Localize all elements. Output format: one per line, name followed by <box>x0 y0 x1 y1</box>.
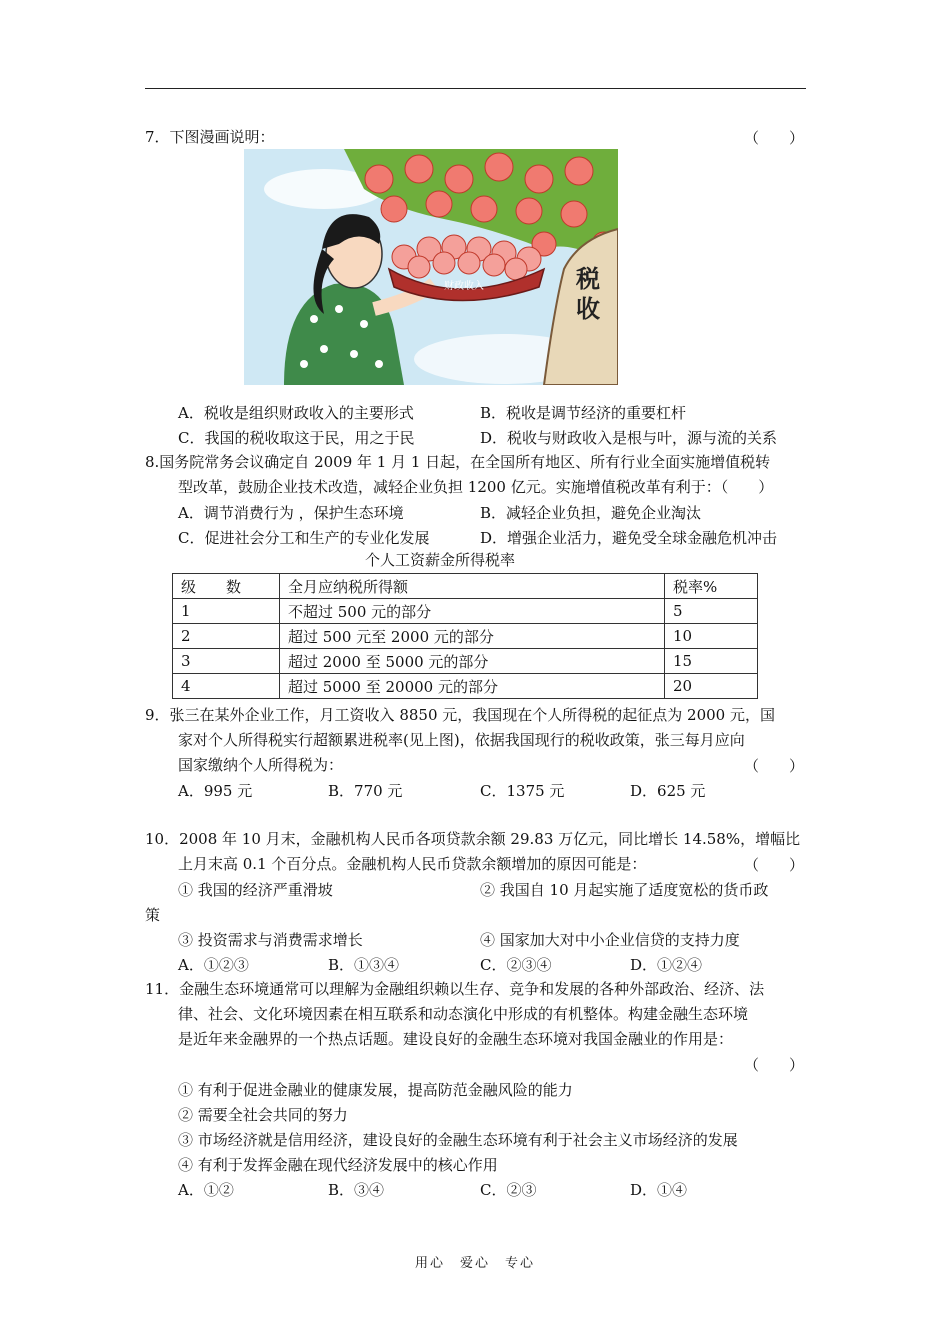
q9-option-c: C．1375 元 <box>480 782 565 800</box>
table-header-row <box>173 574 758 599</box>
q10-item-1: ① 我国的经济严重滑坡 <box>178 881 333 899</box>
table-row <box>173 624 758 649</box>
q9-line-3: 国家缴纳个人所得税为： <box>178 756 344 774</box>
q11-line-3: 是近年来金融界的一个热点话题。建设良好的金融生态环境对我国金融业的作用是： <box>178 1030 734 1048</box>
cartoon-illustration <box>244 149 618 385</box>
q7-option-d: D．税收与财政收入是根与叶，源与流的关系 <box>480 429 778 447</box>
q11-answer-blank: （ ） <box>743 1056 804 1074</box>
q9-line-2: 家对个人所得税实行超额累进税率(见上图)，依据我国现行的税收政策，张三每月应向 <box>178 731 745 749</box>
cell-level: 1 <box>173 599 280 624</box>
q9-line-1: 9．张三在某外企业工作，月工资收入 8850 元，我国现在个人所得税的起征点为 2000 元，国 <box>145 706 775 724</box>
cell-rate: 15 <box>665 649 758 674</box>
basket-label: 财政收入 <box>444 281 484 292</box>
q11-option-c: C．②③ <box>480 1181 537 1199</box>
q7-option-a: A．税收是组织财政收入的主要形式 <box>178 404 414 422</box>
cell-range: 不超过 500 元的部分 <box>280 599 665 624</box>
q10-line-2: 上月末高 0.1 个百分点。金融机构人民币贷款余额增加的原因可能是： <box>178 855 647 873</box>
cell-range: 超过 2000 至 5000 元的部分 <box>280 649 665 674</box>
header-rule <box>145 88 806 89</box>
cell-range: 超过 500 元至 2000 元的部分 <box>280 624 665 649</box>
table-row <box>173 649 758 674</box>
trunk-label-2: 收 <box>576 295 600 323</box>
q7-answer-blank: （ ） <box>743 129 804 147</box>
page-footer: 用心 爱心 专心 <box>414 1256 535 1271</box>
q8-option-b: B．减轻企业负担，避免企业淘汰 <box>480 504 702 522</box>
q7-option-c: C．我国的税收取这于民，用之于民 <box>178 429 415 447</box>
tax-rate-table <box>172 573 758 699</box>
cell-level: 2 <box>173 624 280 649</box>
q8-option-a: A．调节消费行为 ，保护生态环境 <box>178 504 404 522</box>
table-row <box>173 674 758 699</box>
cell-range: 超过 5000 至 20000 元的部分 <box>280 674 665 699</box>
header-tax-rate: 税率% <box>665 574 758 599</box>
q11-item-2: ② 需要全社会共同的努力 <box>178 1106 348 1124</box>
cell-level: 3 <box>173 649 280 674</box>
q10-option-c: C．②③④ <box>480 956 552 974</box>
q10-answer-blank: （ ） <box>743 856 804 874</box>
q11-line-2: 律、社会、文化环境因素在相互联系和动态演化中形成的有机整体。构建金融生态环境 <box>178 1005 749 1023</box>
q7-option-b: B．税收是调节经济的重要杠杆 <box>480 404 687 422</box>
header-level: 级 数 <box>173 574 280 599</box>
q10-line-1: 10．2008 年 10 月末，金融机构人民币各项贷款余额 29.83 万亿元，同比增长 14.58%，增幅比 <box>145 830 801 848</box>
q11-option-a: A．①② <box>178 1181 234 1199</box>
q11-item-4: ④ 有利于发挥金融在现代经济发展中的核心作用 <box>178 1156 498 1174</box>
table-row <box>173 599 758 624</box>
q10-item-2: ② 我国自 10 月起实施了适度宽松的货币政 <box>480 881 769 899</box>
q10-item-3: ③ 投资需求与消费需求增长 <box>178 931 363 949</box>
q11-option-b: B．③④ <box>328 1181 385 1199</box>
q11-item-3: ③ 市场经济就是信用经济，建设良好的金融生态环境有利于社会主义市场经济的发展 <box>178 1131 738 1149</box>
q10-item-4: ④ 国家加大对中小企业信贷的支持力度 <box>480 931 740 949</box>
q7-stem: 7．下图漫画说明： <box>145 128 275 146</box>
q10-option-b: B．①③④ <box>328 956 400 974</box>
table-title: 个人工资薪金所得税率 <box>364 551 515 569</box>
trunk-label-1: 税 <box>576 265 600 293</box>
q8-option-c: C．促进社会分工和生产的专业化发展 <box>178 529 430 547</box>
q9-option-a: A．995 元 <box>178 782 253 800</box>
q8-line-2: 型改革，鼓励企业技术改造，减轻企业负担 1200 亿元。实施增值税改革有利于：（ ） <box>178 478 774 496</box>
q11-option-d: D．①④ <box>630 1181 688 1199</box>
q10-option-a: A．①②③ <box>178 956 249 974</box>
cell-level: 4 <box>173 674 280 699</box>
cell-rate: 10 <box>665 624 758 649</box>
q11-item-1: ① 有利于促进金融业的健康发展，提高防范金融风险的能力 <box>178 1081 573 1099</box>
tax-cartoon <box>244 149 618 385</box>
q8-line-1: 8.国务院常务会议确定自 2009 年 1 月 1 日起，在全国所有地区、所有行业全面实施增值税转 <box>145 453 771 471</box>
q10-option-d: D．①②④ <box>630 956 703 974</box>
header-taxable-income: 全月应纳税所得额 <box>280 574 665 599</box>
q10-item-2-cont: 策 <box>145 906 161 924</box>
cell-rate: 5 <box>665 599 758 624</box>
q9-option-b: B．770 元 <box>328 782 403 800</box>
cell-rate: 20 <box>665 674 758 699</box>
q9-answer-blank: （ ） <box>743 757 804 775</box>
q8-option-d: D．增强企业活力，避免受全球金融危机冲击 <box>480 529 778 547</box>
q9-option-d: D．625 元 <box>630 782 706 800</box>
q11-line-1: 11．金融生态环境通常可以理解为金融组织赖以生存、竞争和发展的各种外部政治、经济、法 <box>145 980 765 998</box>
